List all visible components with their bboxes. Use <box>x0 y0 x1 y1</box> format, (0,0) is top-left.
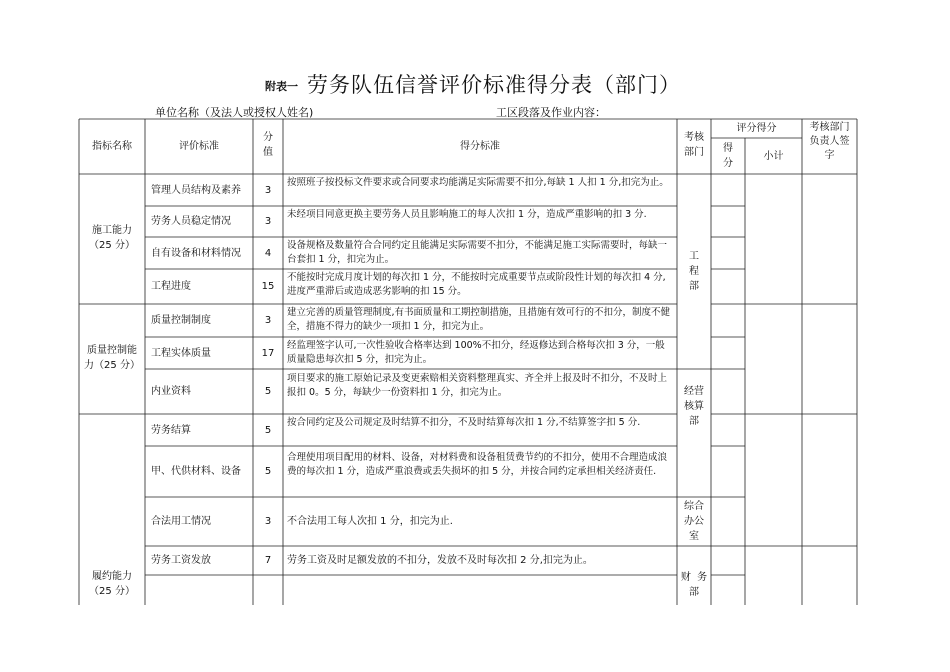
row-score: 17 <box>261 347 275 359</box>
page-title: 劳务队伍信誉评价标准得分表（部门） <box>307 73 681 97</box>
row-score: 5 <box>264 424 272 436</box>
row-criterion: 劳务工资发放 <box>151 555 211 566</box>
row-score: 3 <box>264 184 272 196</box>
row-standard: 项目要求的施工原始记录及变更索赔相关资料整理真实、齐全并上报及时不扣分，不及时上报扣 0。5 分，每缺少一份资料扣 1 分，扣完为止。 <box>287 373 668 398</box>
row-standard: 设备规格及数量符合合同约定且能满足实际需要不扣分，不能满足施工实际需要时，每缺一台套扣 1 分，扣完为止。 <box>287 240 668 265</box>
col-header-criterion: 评价标准 <box>179 141 219 152</box>
col-header-standard: 得分标准 <box>460 141 500 152</box>
dept-finance-ops: 经营 核算 部 <box>684 386 704 427</box>
row-standard: 建立完善的质量管理制度,有书面质量和工期控制措施，且措施有效可行的不扣分，制度不健全，措施不得力的缺少一项扣 1 分，扣完为止。 <box>287 307 671 332</box>
row-score: 7 <box>264 555 272 566</box>
col-header-indicator: 指标名称 <box>92 141 132 152</box>
row-criterion: 工程进度 <box>151 281 191 292</box>
row-criterion: 劳务结算 <box>151 424 191 436</box>
row-score: 3 <box>264 315 272 326</box>
row-standard: 不合法用工每人次扣 1 分，扣完为止. <box>287 516 453 527</box>
row-score: 4 <box>264 247 272 259</box>
row-standard: 劳务工资及时足额发放的不扣分，发放不及时每次扣 2 分,扣完为止。 <box>287 555 593 566</box>
dept-admin: 综合 办公 室 <box>684 501 704 542</box>
col-header-dept: 考核 部门 <box>684 132 704 158</box>
row-score: 15 <box>261 281 275 292</box>
dept-engineering: 工 程 部 <box>689 251 699 292</box>
title-prefix: 附表一 <box>265 80 298 93</box>
row-standard: 不能按时完成月度计划的每次扣 1 分，不能按时完成重要节点或阶段性计划的每次扣 4 分,进度严重滞后或造成恶劣影响的扣 15 分。 <box>287 272 666 297</box>
row-criterion: 质量控制制度 <box>151 315 211 326</box>
row-criterion: 管理人员结构及素养 <box>151 184 241 196</box>
row-criterion: 甲、代供材料、设备 <box>151 466 241 477</box>
row-criterion: 内业资料 <box>151 386 191 397</box>
col-header-eval-score: 评分得分 <box>736 123 777 134</box>
row-criterion: 劳务人员稳定情况 <box>151 216 231 227</box>
row-standard: 按合同约定及公司规定及时结算不扣分，不及时结算每次扣 1 分,不结算签字扣 5 分. <box>287 417 641 428</box>
group-construction: 施工能力 （25 分） <box>89 225 135 251</box>
row-criterion: 工程实体质量 <box>151 347 211 359</box>
row-standard: 合理使用项目配用的材料、设备，对材料费和设备租赁费节约的不扣分，使用不合理造成浪费的每次扣 1 分，造成严重浪费或丢失损坏的扣 5 分，并按合同约定承担相关经济责任. <box>287 452 668 477</box>
col-header-signer: 考核部门 负责人签 字 <box>809 122 850 161</box>
row-criterion: 合法用工情况 <box>151 516 211 527</box>
row-score: 5 <box>264 466 272 477</box>
row-criterion: 自有设备和材料情况 <box>151 247 241 259</box>
section-label: 工区段落及作业内容： <box>496 106 606 119</box>
unit-name-label: 单位名称（及法人或授权人姓名) <box>155 106 314 119</box>
group-quality: 质量控制能 力（25 分） <box>84 345 140 371</box>
row-standard: 未经项目同意更换主要劳务人员且影响施工的每人次扣 1 分，造成严重影响的扣 3 分. <box>287 209 647 220</box>
col-header-score: 分 值 <box>263 132 273 158</box>
row-standard: 经监理签字认可,一次性验收合格率达到 100%不扣分，经返修达到合格每次扣 3 分，一般质量隐患每次扣 5 分，扣完为止。 <box>287 340 665 365</box>
col-header-subtotal: 小计 <box>763 150 784 162</box>
dept-finance: 财 务 部 <box>680 572 708 598</box>
row-score: 5 <box>264 386 272 397</box>
row-criterion <box>145 575 253 605</box>
row-standard: 按照班子按投标文件要求或合同要求均能满足实际需要不扣分,每缺 1 人扣 1 分,扣完为止。 <box>287 177 669 188</box>
row-score: 3 <box>264 216 272 227</box>
row-score: 3 <box>264 516 272 527</box>
group-contract: 履约能力 （25 分） <box>89 571 135 597</box>
col-header-got-score: 得 分 <box>723 143 733 169</box>
